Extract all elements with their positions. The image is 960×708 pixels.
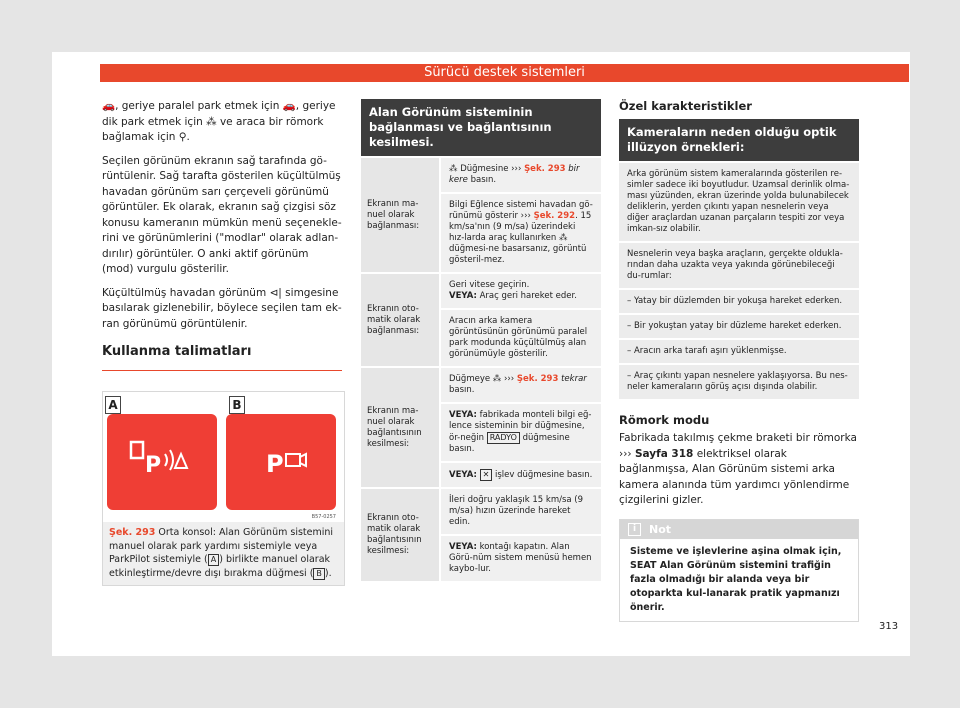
park-camera-icon	[226, 414, 336, 510]
right-column	[619, 99, 859, 622]
figure-ref[interactable]: Şek. 293	[109, 527, 156, 538]
section-header: Sürücü destek sistemleri	[100, 64, 909, 82]
paragraph: 🚗, geriye paralel park etmek için 🚗, geriye dik park etmek için ⁂ ve araca bir römork bağlamak için ⚲.	[102, 100, 336, 143]
figure-caption	[109, 526, 339, 580]
table-cell	[441, 194, 601, 272]
middle-column	[361, 99, 601, 581]
cell-text: VEYA:	[449, 542, 477, 552]
trailer-mode-text	[619, 431, 859, 509]
list-item: – Araç çıkıntı yapan nesnelere yaklaşıyorsa. Bu nes-neler kameraların görüş açısı dışında olabilir.	[619, 365, 859, 399]
table-cell: Aracın arka kamera görüntüsünün görünümü paralel park modunda küçültülmüş alan görünümüyle gösterilir.	[441, 310, 601, 366]
cell-text: VEYA:	[449, 470, 477, 480]
table-cell	[441, 404, 601, 461]
cell-text: basın.	[470, 175, 497, 185]
cell-text: Fabrikada takılmış çekme braketi bir römorka ›››	[619, 432, 857, 460]
box-title: Kameraların neden olduğu optik illüzyon örnekleri:	[619, 119, 859, 161]
table-row	[361, 368, 601, 487]
cell-text: tekrar	[561, 374, 587, 384]
figure-label-b: B	[229, 396, 245, 414]
cell-text: Düğmeye ⁂ ›››	[449, 374, 515, 384]
table-cell	[441, 536, 601, 581]
manual-page	[52, 52, 910, 656]
cell-text: işlev düğmesine basın.	[494, 470, 593, 480]
parkpilot-button-image	[107, 414, 217, 510]
svg-text:P: P	[266, 450, 284, 478]
cell-text: Geri vitese geçirin.	[449, 280, 530, 290]
figure-293	[102, 391, 345, 586]
close-icon: ✕	[480, 469, 493, 481]
note-box	[619, 519, 859, 622]
caption-text: Orta konsol: Alan Görünüm sistemini manuel olarak park yardımı sistemiyle veya ParkPilot sistemiyle (	[109, 527, 334, 565]
cell-text: . 15 km/sa'nın (9 m/sa) üzerindeki hız-larda araç kullanırken ⁂ düğmesi-ne basarsanız, görüntü gösteril-mez.	[449, 211, 592, 265]
note-header	[620, 520, 858, 539]
table-cell: İleri doğru yaklaşık 15 km/sa (9 m/sa) hızın üzerinde hareket edin.	[441, 489, 601, 534]
table-cell	[441, 368, 601, 402]
list-item: Arka görünüm sistem kameralarında gösterilen re-simler sadece iki boyutludur. Uzamsal derinlik olma-ması yüzünden, ekran üzerinde yolda bulunabilecek deliklerin, yerden çıkıntı yapan nesnelerin veya diğer araçlardan uzanan parçaların tespiti zor veya imkan-sız olabilir.	[619, 163, 859, 241]
cell-text: fabrikada monteli bilgi eğ-lence sisteminin bir düğmesine, ör-neğin	[449, 410, 592, 443]
cell-text: kontağı kapatın. Alan Görü-nüm sistem menüsü hemen kaybo-lur.	[449, 542, 592, 574]
left-column	[102, 99, 342, 371]
cell-text: düğmesine basın.	[449, 433, 570, 454]
figure-link[interactable]: Şek. 293	[524, 164, 566, 174]
figure-screens	[103, 392, 344, 522]
cell-text: elektriksel olarak bağlanmışsa, Alan Görünüm sistemi arka kamera alanında tüm yardımcı yönlendirme çizgilerini gizler.	[619, 447, 850, 506]
radio-button-glyph: RADYO	[487, 432, 520, 444]
info-icon: i	[628, 523, 641, 536]
caption-box-a: A	[208, 554, 219, 566]
table-row	[361, 158, 601, 272]
table-cell	[441, 463, 601, 487]
section-title: Özel karakteristikler	[619, 99, 752, 113]
park-assist-icon	[107, 414, 217, 510]
table-cell	[441, 274, 601, 308]
caption-text: ) birlikte manuel olarak etkinleştirme/devre dışı bırakma düğmesi (	[109, 554, 331, 579]
caption-box-b: B	[313, 568, 325, 580]
paragraph: Küçültülmüş havadan görünüm ⊲| simgesine basılarak gizlenebilir, böylece seçilen tam ek-ran görünümü görüntülenir.	[102, 286, 342, 330]
list-item: – Bir yokuştan yatay bir düzleme hareket ederken.	[619, 315, 859, 338]
area-view-button-image	[226, 414, 336, 510]
cell-text: Araç geri hareket eder.	[479, 291, 577, 301]
paragraph: Seçilen görünüm ekranın sağ tarafında gö-rüntülenir. Sağ tarafta gösterilen küçültülmüş havadan görünüm sarı çerçeveli görünümü görüntüler. Ek olarak, ekranın sağ çizgisi söz konusu kameranın mümkün menü seçenekle-rini ve görünümlerini ("modlar" olarak adlan-dırılır) görüntüler. O anki aktif görünüm (mod) vurgulu gösterilir.	[102, 154, 342, 275]
figure-code: B57-0257	[311, 514, 336, 520]
row-label: Ekranın ma-nuel olarak bağlantısının kesilmesi:	[361, 368, 439, 487]
table-title: Alan Görünüm sisteminin bağlanması ve bağlantısının kesilmesi.	[361, 99, 601, 156]
row-label: Ekranın oto-matik olarak bağlantısının kesilmesi:	[361, 489, 439, 581]
note-text: Sisteme ve işlevlerine aşina olmak için, SEAT Alan Görünüm sistemini trafiğin fazla olmadığı bir alanda veya bir otoparkta kul-lanarak pratik yapmanızı önerir.	[630, 545, 842, 613]
list-item: Nesnelerin veya başka araçların, gerçekte oldukla-rından daha uzakta veya yakında görünebileceği du-rumlar:	[619, 243, 859, 288]
row-label: Ekranın oto-matik olarak bağlanması:	[361, 274, 439, 366]
page-number: 313	[879, 621, 899, 632]
figure-link[interactable]: Şek. 293	[516, 374, 559, 384]
cell-text: bir kere	[449, 164, 580, 185]
cell-text: VEYA:	[449, 291, 477, 301]
list-item: – Yatay bir düzlemden bir yokuşa hareket ederken.	[619, 290, 859, 313]
table-cell	[441, 158, 601, 192]
instructions-title: Kullanma talimatları	[102, 344, 342, 371]
cell-text: ⁂ Düğmesine ›››	[449, 164, 522, 174]
page-link[interactable]: Sayfa 318	[634, 447, 694, 460]
note-label: Not	[649, 522, 672, 536]
table-row	[361, 489, 601, 581]
caption-text: ).	[324, 567, 332, 579]
list-item: – Aracın arka tarafı aşırı yüklenmişse.	[619, 340, 859, 363]
cell-text: basın.	[449, 385, 475, 395]
cell-text: VEYA:	[449, 410, 477, 420]
figure-label-a: A	[105, 396, 121, 414]
row-label: Ekranın ma-nuel olarak bağlanması:	[361, 158, 439, 272]
table-row	[361, 274, 601, 366]
svg-text:P: P	[145, 453, 162, 478]
figure-link[interactable]: Şek. 292	[533, 211, 576, 221]
trailer-mode-title: Römork modu	[619, 413, 710, 427]
cell-text: Bilgi Eğlence sistemi havadan gö-rünümü gösterir ›››	[449, 200, 593, 221]
